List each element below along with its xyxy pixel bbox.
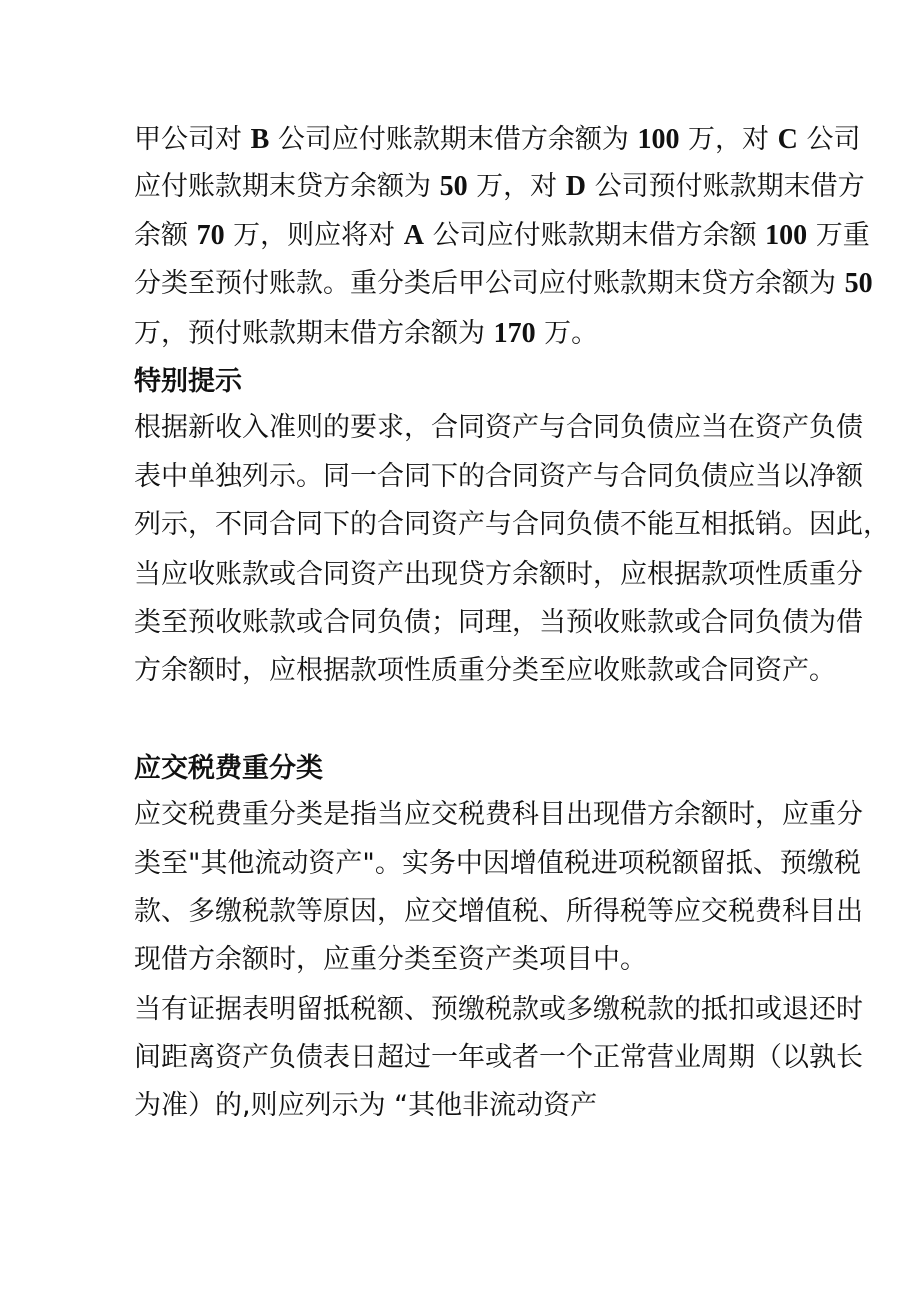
paragraph-line: 表中单独列示。同一合同下的合同资产与合同负债应当以净额: [134, 461, 863, 492]
text-run: 甲公司对: [134, 124, 251, 155]
paragraph-line: [134, 171, 865, 203]
text-run-bold: C: [777, 124, 798, 155]
paragraph-line: [134, 268, 873, 300]
paragraph-line: [134, 220, 870, 252]
text-run: 万重: [807, 220, 870, 251]
text-run-bold: 50: [844, 268, 873, 299]
text-run: 公司: [797, 124, 861, 155]
paragraph-line: 现借方余额时，应重分类至资产类项目中。: [134, 944, 647, 975]
paragraph-line: 根据新收入准则的要求，合同资产与合同负债应当在资产负债: [134, 412, 863, 443]
text-run-bold: 100: [765, 220, 808, 251]
paragraph-line: 为准）的,则应列示为 “其他非流动资产: [134, 1090, 598, 1121]
paragraph-line: [134, 124, 860, 156]
text-run: 万，预付账款期末借方余额为: [134, 318, 494, 349]
paragraph-line: 应交税费重分类是指当应交税费科目出现借方余额时，应重分: [134, 799, 863, 830]
section-heading-tax: 应交税费重分类: [134, 753, 323, 784]
text-run-bold: A: [403, 220, 424, 251]
text-run-bold: 50: [439, 171, 468, 202]
text-run: 万，对: [679, 124, 778, 155]
text-run: 余额: [134, 220, 197, 251]
text-run: 分类至预付账款。重分类后甲公司应付账款期末贷方余额为: [134, 268, 845, 299]
paragraph-line: 款、多缴税款等原因，应交增值税、所得税等应交税费科目出: [134, 896, 863, 927]
text-run-bold: 170: [493, 318, 536, 349]
text-run-bold: D: [565, 171, 586, 202]
text-run: 公司应付账款期末借方余额为: [269, 124, 638, 155]
text-run: 万，对: [467, 171, 566, 202]
paragraph-line: [134, 318, 598, 350]
text-run: 公司应付账款期末借方余额: [424, 220, 766, 251]
paragraph-line: 当有证据表明留抵税额、预缴税款或多缴税款的抵扣或退还时: [134, 994, 863, 1025]
paragraph-line: 当应收账款或合同资产出现贷方余额时，应根据款项性质重分: [134, 559, 863, 590]
text-run: 应付账款期末贷方余额为: [134, 171, 440, 202]
text-run: 公司预付账款期末借方: [586, 171, 865, 202]
section-heading-tip: 特别提示: [134, 366, 242, 397]
text-run-bold: 100: [637, 124, 680, 155]
text-run: 万。: [535, 318, 599, 349]
paragraph-line: 类至预收账款或合同负债；同理，当预收账款或合同负债为借: [134, 607, 863, 638]
paragraph-line: 方余额时，应根据款项性质重分类至应收账款或合同资产。: [134, 655, 836, 686]
text-run-bold: 70: [196, 220, 225, 251]
paragraph-line: 列示，不同合同下的合同资产与合同负债不能互相抵销。因此，: [134, 509, 890, 540]
text-run: 万，则应将对: [224, 220, 404, 251]
paragraph-line: 间距离资产负债表日超过一年或者一个正常营业周期（以孰长: [134, 1042, 863, 1073]
text-run-bold: B: [250, 124, 270, 155]
paragraph-line: 类至"其他流动资产"。实务中因增值税进项税额留抵、预缴税: [134, 848, 861, 879]
